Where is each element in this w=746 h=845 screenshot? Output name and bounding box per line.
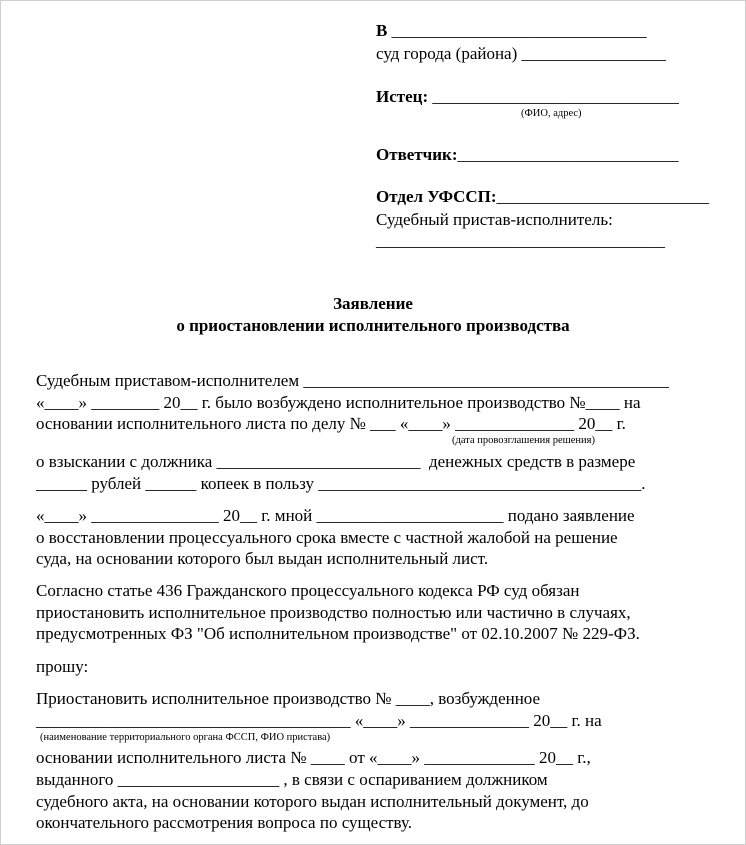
- p2-line-3: суда, на основании которого был выдан исполнительный лист.: [36, 549, 489, 568]
- p4-line-6: окончательного рассмотрения вопроса по существу.: [36, 813, 413, 832]
- defendant-line: [376, 145, 679, 165]
- p1-line-4: о взыскании с должника ________________________ денежных средств в размере: [36, 452, 636, 471]
- plaintiff-caption: (ФИО, адрес): [521, 108, 582, 119]
- addressee-blank: ______________________________: [387, 21, 647, 40]
- p4-line-5: судебного акта, на основании которого выдан исполнительный документ, до: [36, 792, 589, 811]
- p3-line-2: приостановить исполнительное производство полностью или частично в случаях,: [36, 603, 631, 622]
- document-title: Заявление: [333, 294, 413, 313]
- bailiff-label: Судебный пристав-исполнитель:: [376, 210, 613, 229]
- plaintiff-label: Истец:: [376, 87, 429, 106]
- p4-caption: (наименование территориального органа ФССП, ФИО пристава): [40, 732, 331, 743]
- p1-line-2: «____» ________ 20__ г. было возбуждено исполнительное производство №____ на: [36, 393, 641, 412]
- fssp-line: [376, 187, 709, 207]
- addressee-line: В ______________________________: [376, 21, 647, 40]
- request-label: прошу:: [36, 657, 89, 676]
- bailiff-blank: __________________________________: [376, 231, 665, 250]
- p3-line-1: Согласно статье 436 Гражданского процессуального кодекса РФ суд обязан: [36, 581, 580, 600]
- p2-line-1: «____» _______________ 20__ г. мной ______________________ подано заявление: [36, 506, 635, 525]
- p4-line-3: основании исполнительного листа № ____ от «____» _____________ 20__ г.,: [36, 748, 591, 767]
- p1-line-3: основании исполнительного листа по делу № ___ «____» ______________ 20__ г.: [36, 414, 626, 433]
- p4-line-1: Приостановить исполнительное производство № ____, возбужденное: [36, 689, 541, 708]
- p2-line-2: о восстановлении процессуального срока вместе с частной жалобой на решение: [36, 528, 618, 547]
- p1-line-1: Судебным приставом-исполнителем ___________________________________________: [36, 371, 669, 390]
- defendant-blank: __________________________: [457, 145, 679, 164]
- fssp-label: Отдел УФССП:: [376, 187, 497, 206]
- fssp-blank: _________________________: [496, 187, 710, 206]
- document-subtitle: о приостановлении исполнительного производства: [176, 316, 570, 335]
- defendant-label: Ответчик:: [376, 145, 458, 164]
- court-line: суд города (района) _________________: [376, 44, 667, 63]
- p3-line-3: предусмотренных ФЗ "Об исполнительном производстве" от 02.10.2007 № 229-ФЗ.: [36, 624, 640, 643]
- p1-line-5: ______ рублей ______ копеек в пользу ______________________________________.: [36, 474, 646, 493]
- plaintiff-blank: _____________________________: [428, 87, 679, 106]
- p1-caption: (дата провозглашения решения): [452, 435, 595, 446]
- plaintiff-line: [376, 87, 679, 107]
- p4-line-2: _____________________________________ «____» ______________ 20__ г. на: [36, 711, 602, 730]
- p4-line-4: выданного ___________________ , в связи с оспариванием должником: [36, 770, 548, 789]
